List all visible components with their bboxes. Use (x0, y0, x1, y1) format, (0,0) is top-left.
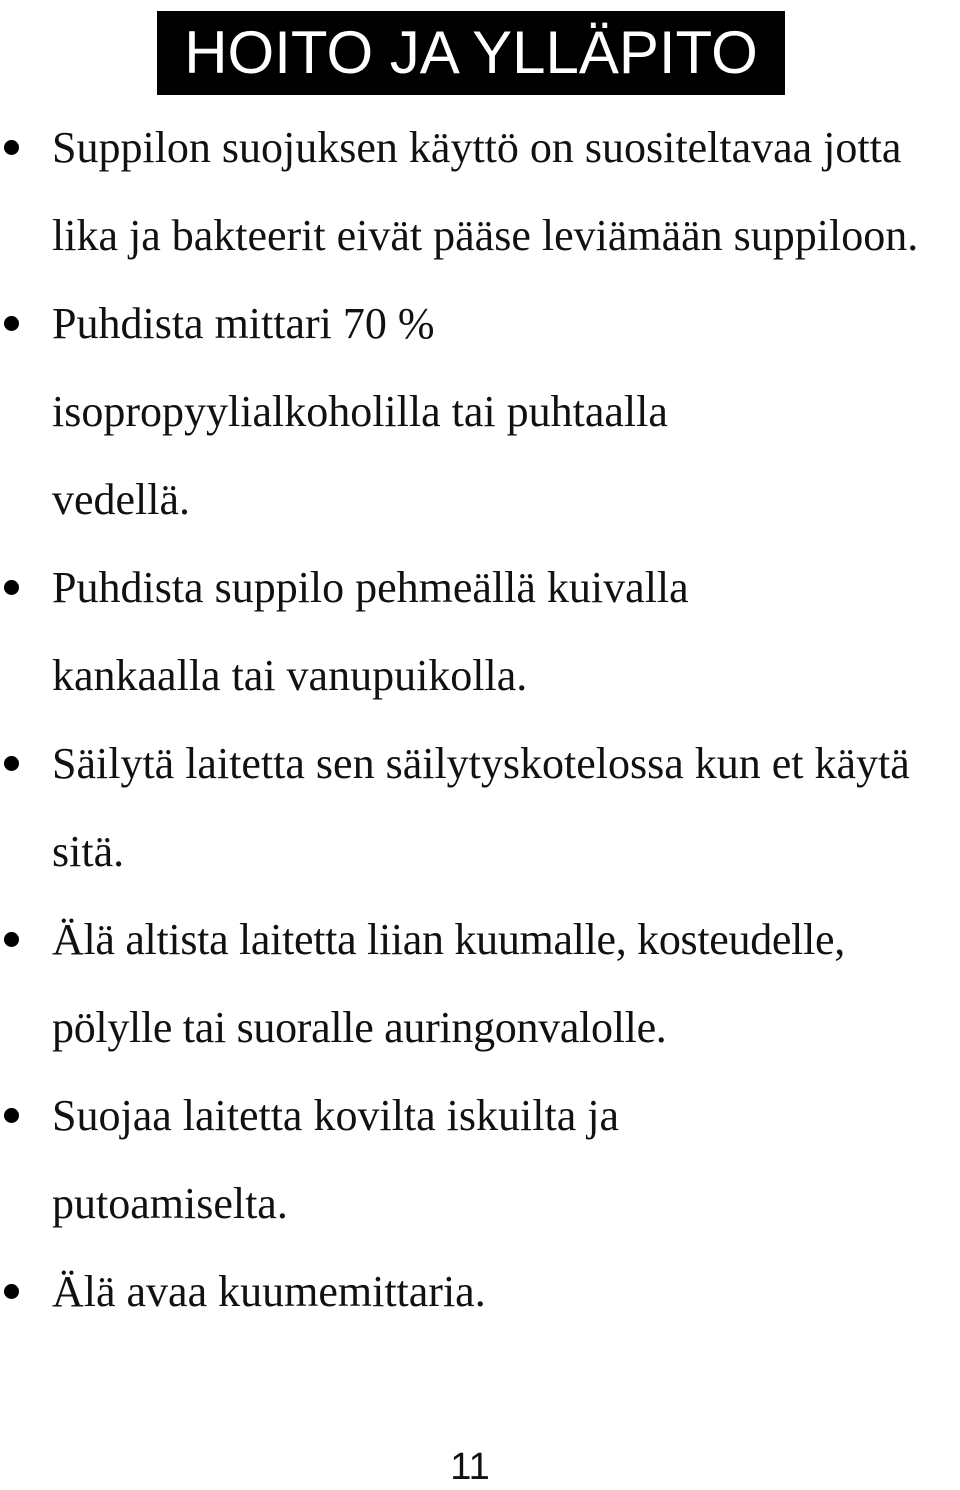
bullet-icon (4, 756, 19, 771)
list-item (0, 544, 812, 720)
list-item-text: Puhdista mittari 70 % isopropyylialkoholilla tai puhtaalla vedellä. (52, 299, 668, 524)
list-item (0, 896, 960, 1072)
bullet-icon (4, 316, 19, 331)
list-item (0, 720, 942, 896)
list-item (0, 280, 752, 544)
page-number: 11 (450, 1446, 490, 1488)
list-item (0, 1248, 932, 1336)
list-item (0, 1072, 732, 1248)
list-item-text: Älä altista laitetta liian kuumalle, kosteudelle, pölylle tai suoralle auringonvalolle. (52, 915, 845, 1052)
list-item-text: Suppilon suojuksen käyttö on suositeltavaa jotta lika ja bakteerit eivät pääse leviämään suppiloon. (52, 123, 919, 260)
bullet-icon (4, 140, 19, 155)
bullet-icon (4, 1108, 19, 1123)
section-heading: HOITO JA YLLÄPITO (157, 11, 785, 95)
list-item (0, 104, 952, 280)
care-instructions-list (0, 104, 960, 1336)
bullet-icon (4, 580, 19, 595)
list-item-text: Säilytä laitetta sen säilytyskotelossa kun et käytä sitä. (52, 739, 910, 876)
bullet-icon (4, 1284, 19, 1299)
bullet-icon (4, 932, 19, 947)
list-item-text: Älä avaa kuumemittaria. (52, 1267, 486, 1316)
list-item-text: Suojaa laitetta kovilta iskuilta ja putoamiselta. (52, 1091, 619, 1228)
list-item-text: Puhdista suppilo pehmeällä kuivalla kankaalla tai vanupuikolla. (52, 563, 689, 700)
